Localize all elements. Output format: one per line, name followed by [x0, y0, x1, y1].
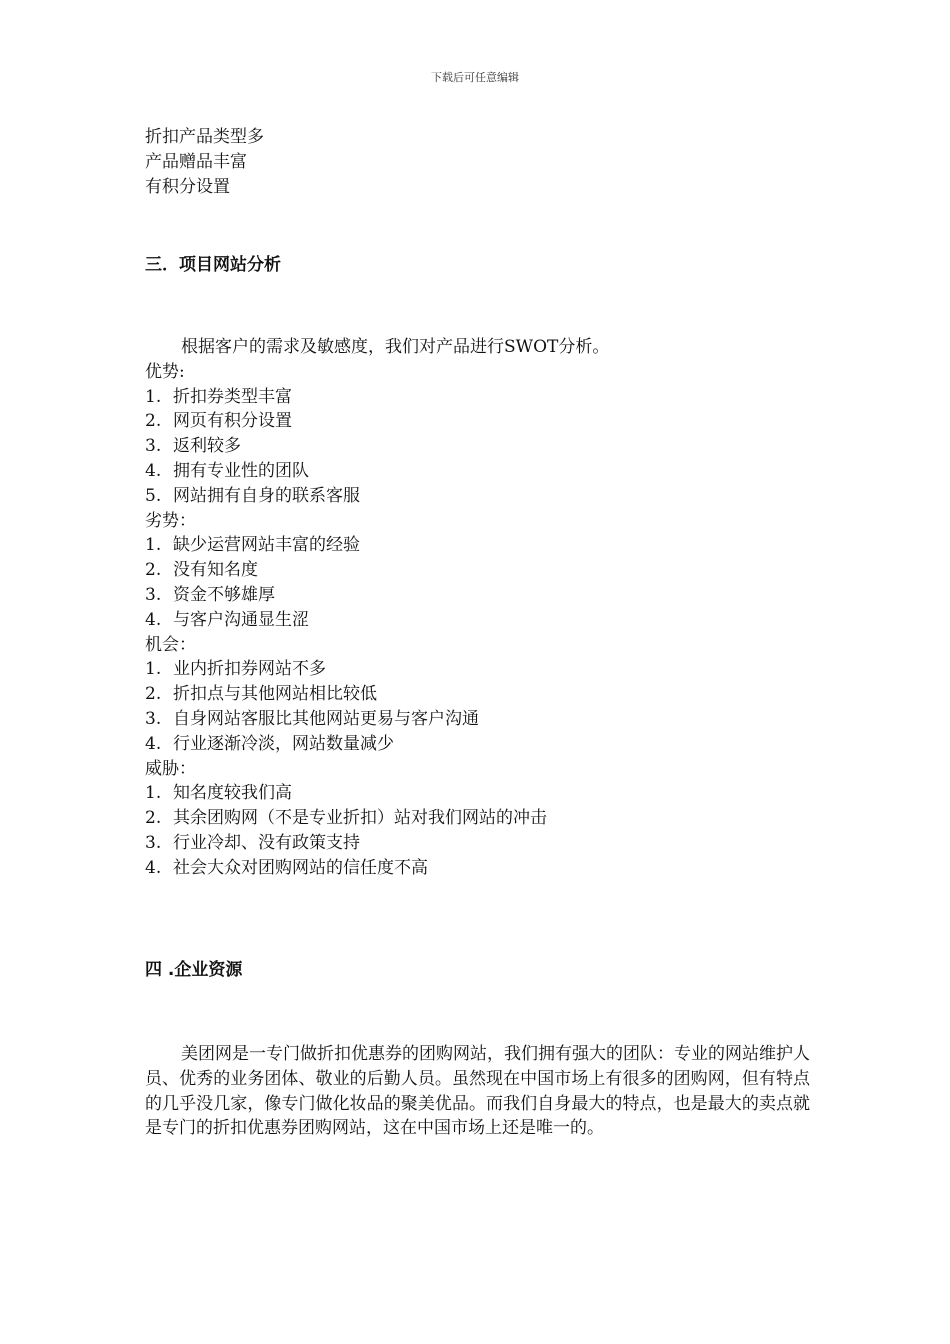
section4-heading: 四 .企业资源	[145, 960, 243, 980]
section3-heading: 三．项目网站分析	[145, 255, 281, 275]
swot-group-label-strengths: 优势:	[145, 361, 185, 382]
swot-group-label-opportunities: 机会：	[145, 634, 196, 655]
list-item: 产品赠品丰富	[145, 151, 247, 172]
list-item: 3. 返利较多	[145, 436, 241, 457]
list-item: 1. 业内折扣券网站不多	[145, 659, 326, 680]
list-item: 5. 网站拥有自身的联系客服	[145, 485, 360, 506]
list-item: 折扣产品类型多	[145, 127, 264, 147]
list-item: 4. 行业逐渐冷淡，网站数量减少	[145, 733, 394, 754]
list-item: 有积分设置	[145, 176, 230, 197]
list-item: 2. 其余团购网（不是专业折扣）站对我们网站的冲击	[145, 808, 547, 829]
list-item: 2. 没有知名度	[145, 560, 258, 581]
swot-intro: 根据客户的需求及敏感度，我们对产品进行SWOT分析。	[181, 337, 610, 357]
list-item: 1. 折扣券类型丰富	[145, 386, 292, 407]
list-item: 4. 与客户沟通显生涩	[145, 609, 309, 630]
list-item: 4. 社会大众对团购网站的信任度不高	[145, 857, 428, 878]
top-feature-list	[145, 125, 810, 199]
list-item: 2. 折扣点与其他网站相比较低	[145, 684, 377, 705]
list-item: 3. 自身网站客服比其他网站更易与客户沟通	[145, 708, 479, 729]
list-item: 4. 拥有专业性的团队	[145, 460, 309, 481]
section4-paragraph: 美团网是一专门做折扣优惠券的团购网站，我们拥有强大的团队：专业的网站维护人员、优秀的业务团体、敬业的后勤人员。虽然现在中国市场上有很多的团购网，但有特点的几乎没几家，像专门做化妆品的聚美优品。而我们自身最大的特点，也是最大的卖点就是专门的折扣优惠券团购网站，这在中国市场上还是唯一的。	[145, 1044, 810, 1139]
page-header-note: 下载后可任意编辑	[431, 71, 519, 84]
list-item: 1. 缺少运营网站丰富的经验	[145, 535, 360, 556]
list-item: 1. 知名度较我们高	[145, 783, 292, 804]
swot-group-label-threats: 威胁：	[145, 758, 196, 779]
list-item: 3. 资金不够雄厚	[145, 584, 275, 605]
section4-body	[145, 1042, 810, 1141]
list-item: 3. 行业冷却、没有政策支持	[145, 832, 360, 853]
list-item: 2. 网页有积分设置	[145, 411, 292, 432]
swot-group-label-weaknesses: 劣势：	[145, 510, 196, 531]
swot-analysis	[145, 335, 810, 881]
